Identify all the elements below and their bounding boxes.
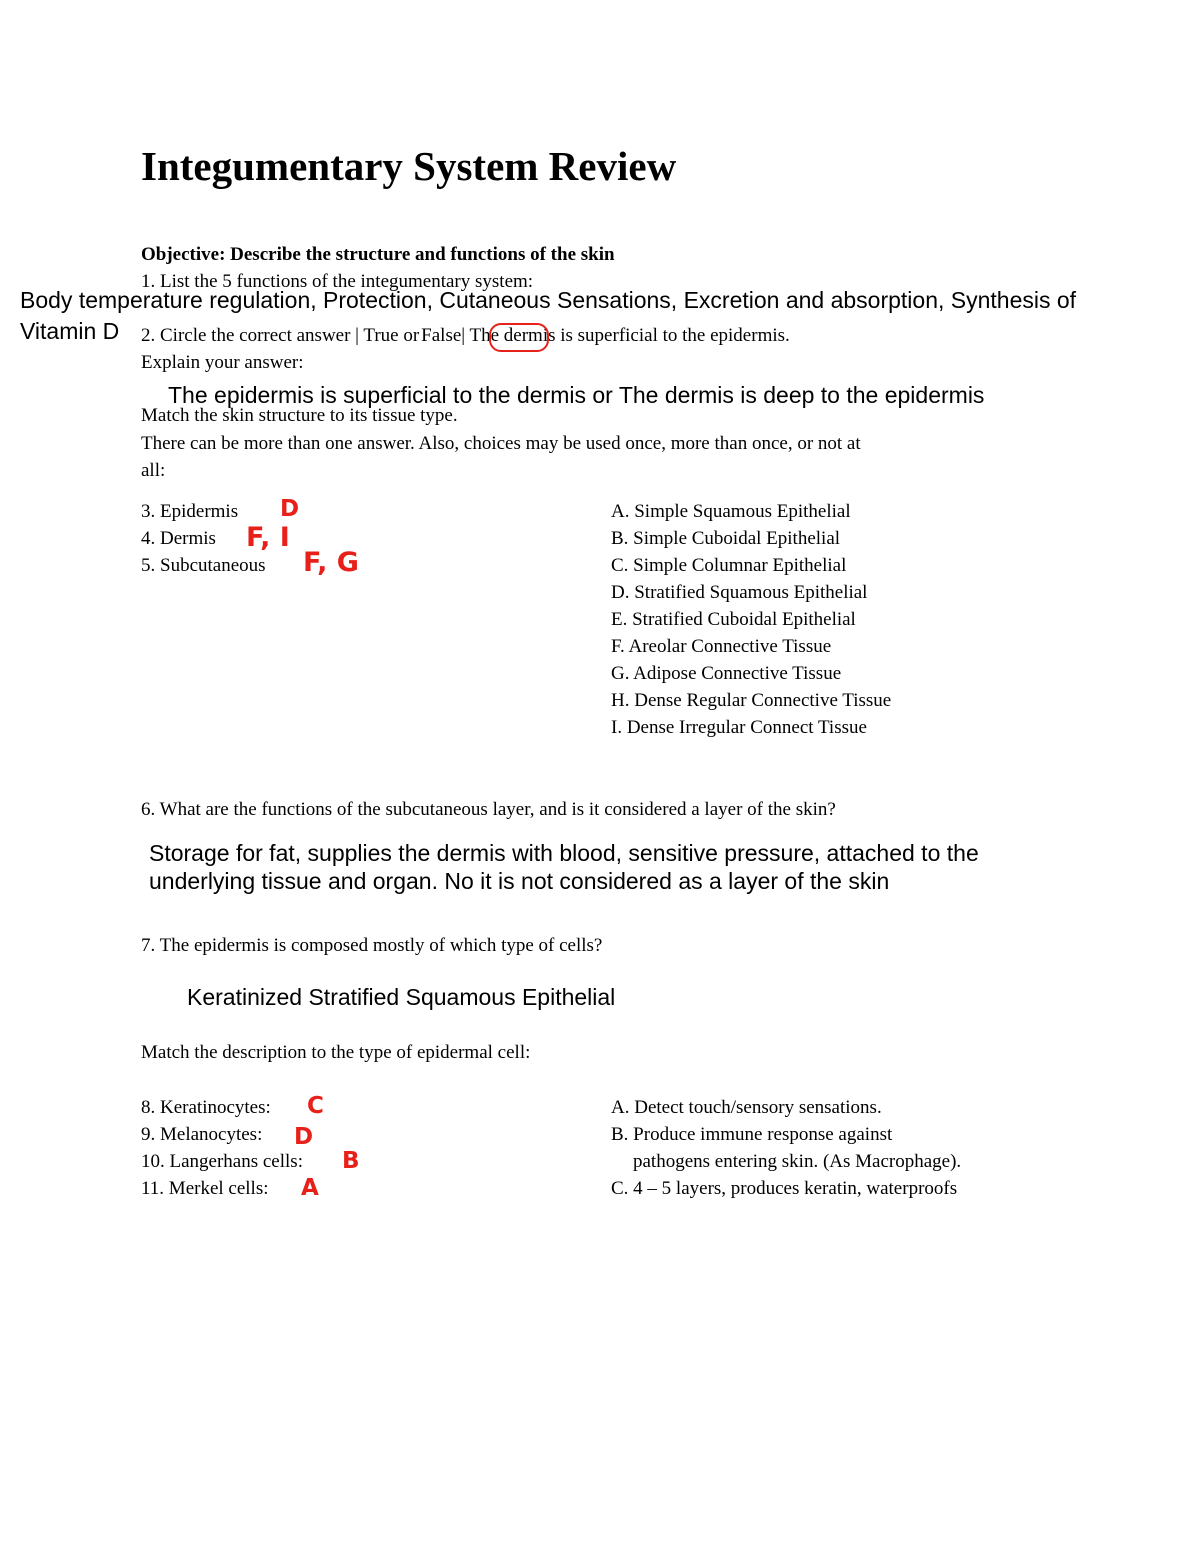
match-2-item-merkel: 11. Merkel cells:	[141, 1178, 269, 1199]
handwritten-answer-9: D	[294, 1124, 314, 1150]
answer-6-line-1: Storage for fat, supplies the dermis with blood, sensitive pressure, attached to the	[149, 840, 979, 866]
choice-e: E. Stratified Cuboidal Epithelial	[611, 609, 856, 630]
question-2	[141, 325, 790, 347]
question-2-suffix: | The dermis is superficial to the epidermis.	[461, 325, 790, 346]
handwritten-answer-11: A	[301, 1175, 319, 1201]
answer-1-line-1: Body temperature regulation, Protection, Cutaneous Sensations, Excretion and absorption, Synthesis of	[20, 287, 1077, 313]
objective-heading: Objective: Describe the structure and functions of the skin	[141, 244, 615, 265]
answer-circle-mark	[489, 323, 549, 352]
question-2-prefix: 2. Circle the correct answer | True or	[141, 325, 420, 346]
answer-7: Keratinized Stratified Squamous Epithelial	[187, 984, 616, 1010]
match-1-instruction-2a: There can be more than one answer. Also, choices may be used once, more than once, or not at	[141, 433, 861, 454]
match-1-item-epidermis: 3. Epidermis	[141, 501, 239, 522]
match-1-instruction: Match the skin structure to its tissue type.	[141, 405, 458, 426]
cell-choice-b-continued: pathogens entering skin. (As Macrophage).	[633, 1151, 962, 1172]
answer-1-line-2: Vitamin D	[20, 318, 120, 344]
circled-false: False	[421, 325, 462, 346]
match-2-item-keratinocytes: 8. Keratinocytes:	[141, 1097, 271, 1118]
choice-f: F. Areolar Connective Tissue	[611, 636, 832, 657]
choice-h: H. Dense Regular Connective Tissue	[611, 690, 892, 711]
choice-b: B. Simple Cuboidal Epithelial	[611, 528, 841, 549]
question-1: 1. List the 5 functions of the integumentary system:	[141, 271, 534, 292]
match-1-item-dermis: 4. Dermis	[141, 528, 216, 549]
choice-g: G. Adipose Connective Tissue	[611, 663, 842, 684]
cell-choice-a: A. Detect touch/sensory sensations.	[611, 1097, 882, 1118]
handwritten-answer-8: C	[307, 1093, 324, 1119]
answer-6-line-2: underlying tissue and organ. No it is not considered as a layer of the skin	[149, 868, 890, 894]
handwritten-answer-4: F, I	[246, 522, 290, 553]
match-1-item-subcutaneous: 5. Subcutaneous	[141, 555, 266, 576]
handwritten-answer-5: F, G	[303, 547, 359, 578]
choice-c: C. Simple Columnar Epithelial	[611, 555, 847, 576]
question-6: 6. What are the functions of the subcutaneous layer, and is it considered a layer of the skin?	[141, 799, 836, 820]
match-2-item-melanocytes: 9. Melanocytes:	[141, 1124, 263, 1145]
answer-2: The epidermis is superficial to the dermis or The dermis is deep to the epidermis	[168, 382, 985, 408]
handwritten-answer-10: B	[342, 1148, 360, 1174]
choice-i: I. Dense Irregular Connect Tissue	[611, 717, 867, 738]
question-7: 7. The epidermis is composed mostly of which type of cells?	[141, 935, 603, 956]
cell-choice-c: C. 4 – 5 layers, produces keratin, waterproofs	[611, 1178, 958, 1199]
explain-label: Explain your answer:	[141, 352, 304, 373]
cell-choice-b: B. Produce immune response against	[611, 1124, 893, 1145]
match-1-instruction-2b: all:	[141, 460, 166, 481]
page-title: Integumentary System Review	[141, 143, 677, 189]
choice-d: D. Stratified Squamous Epithelial	[611, 582, 868, 603]
handwritten-answer-3: D	[280, 496, 300, 522]
choice-a: A. Simple Squamous Epithelial	[611, 501, 851, 522]
match-2-item-langerhans: 10. Langerhans cells:	[141, 1151, 303, 1172]
match-2-instruction: Match the description to the type of epidermal cell:	[141, 1042, 531, 1063]
